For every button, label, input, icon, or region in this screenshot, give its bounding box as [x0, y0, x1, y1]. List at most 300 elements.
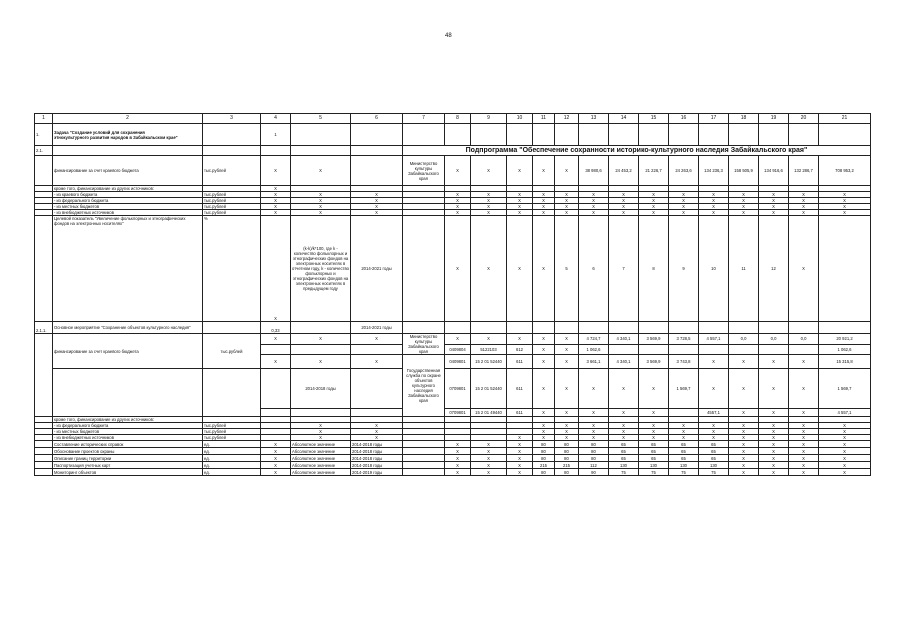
- table-cell: Абсолютное значение: [291, 441, 351, 448]
- table-cell: Х: [471, 441, 507, 448]
- table-cell: 708 953,2: [819, 156, 871, 186]
- column-number: 20: [789, 114, 819, 124]
- table-cell: 90: [579, 469, 609, 476]
- table-cell: [699, 322, 729, 334]
- table-cell: Х: [699, 192, 729, 198]
- table-cell: 80: [555, 441, 579, 448]
- table-cell: Х: [759, 441, 789, 448]
- table-cell: 0,0: [729, 334, 759, 345]
- table-cell: Х: [533, 344, 555, 355]
- table-cell: [261, 409, 291, 417]
- indicator-row: [35, 448, 871, 455]
- table-cell: Х: [471, 210, 507, 216]
- table-cell: Х: [759, 462, 789, 469]
- table-cell: [291, 124, 351, 146]
- table-cell: 20 921,2: [819, 334, 871, 345]
- table-cell: Х: [819, 429, 871, 435]
- table-cell: 4 557,1: [819, 409, 871, 417]
- measure-financing-row: [35, 334, 871, 345]
- page-number: 48: [445, 33, 452, 39]
- table-cell: Х: [789, 455, 819, 462]
- table-cell: тыс.рублей: [203, 435, 261, 441]
- table-cell: [669, 322, 699, 334]
- column-number: 1: [35, 114, 53, 124]
- table-cell: 65: [669, 455, 699, 462]
- table-cell: Х: [261, 455, 291, 462]
- table-cell: [203, 124, 261, 146]
- table-cell: Х: [639, 369, 669, 409]
- formula-cell: (k-k)/k*100, где k - количество фольклорных и этнографических фондов на электронных носителях в отчетном году, k - количество фольклорных и этнографических фондов на электронных носителях в предыдущем году: [291, 216, 351, 322]
- table-cell: 80: [579, 448, 609, 455]
- table-cell: Х: [639, 204, 669, 210]
- table-cell: [35, 441, 53, 448]
- table-cell: 4 557,1: [699, 334, 729, 345]
- table-cell: [729, 344, 759, 355]
- table-cell: Х: [261, 192, 291, 198]
- table-cell: Х: [669, 429, 699, 435]
- table-cell: ед.: [203, 448, 261, 455]
- table-cell: [403, 455, 445, 462]
- table-cell: 5122103: [471, 344, 507, 355]
- table-cell: Х: [555, 192, 579, 198]
- table-cell: Х: [261, 441, 291, 448]
- table-cell: [609, 322, 639, 334]
- table-cell: 65: [609, 441, 639, 448]
- table-cell: Х: [789, 198, 819, 204]
- table-cell: 2014-2019 годы: [351, 469, 403, 476]
- table-cell: Х: [507, 334, 533, 345]
- table-cell: [759, 322, 789, 334]
- table-cell: [351, 409, 403, 417]
- table-cell: Х: [789, 441, 819, 448]
- column-number: 17: [699, 114, 729, 124]
- table-cell: Х: [507, 441, 533, 448]
- table-cell: [53, 369, 203, 417]
- table-cell: Х: [471, 469, 507, 476]
- table-cell: Х: [729, 409, 759, 417]
- table-cell: 65: [669, 441, 699, 448]
- table-cell: [261, 369, 291, 409]
- table-cell: Х: [699, 423, 729, 429]
- table-cell: [403, 216, 445, 322]
- table-cell: Х: [261, 210, 291, 216]
- table-cell: Х: [555, 156, 579, 186]
- table-cell: [445, 124, 471, 146]
- table-cell: Х: [669, 192, 699, 198]
- column-number: 11: [533, 114, 555, 124]
- table-cell: тыс.рублей: [203, 204, 261, 210]
- table-cell: Х: [699, 204, 729, 210]
- table-cell: Х: [533, 198, 555, 204]
- table-cell: [759, 124, 789, 146]
- table-cell: Х: [445, 441, 471, 448]
- table-cell: 24 263,6: [669, 156, 699, 186]
- table-cell: Х: [471, 448, 507, 455]
- table-cell: 15 315,8: [819, 355, 871, 369]
- column-number: 3: [203, 114, 261, 124]
- table-cell: Х: [261, 198, 291, 204]
- table-cell: Х: [789, 448, 819, 455]
- table-cell: Х: [759, 369, 789, 409]
- table-cell: тыс.рублей: [203, 156, 261, 186]
- table-cell: 3 743,8: [669, 355, 699, 369]
- table-cell: [203, 146, 261, 156]
- table-cell: Х: [533, 192, 555, 198]
- table-cell: 611: [507, 369, 533, 409]
- table-cell: Х: [351, 192, 403, 198]
- table-body: [35, 114, 871, 476]
- table-cell: Х: [351, 423, 403, 429]
- table-cell: [403, 462, 445, 469]
- table-cell: Х: [507, 455, 533, 462]
- table-cell: 75: [609, 469, 639, 476]
- table-cell: 75: [669, 469, 699, 476]
- table-cell: Х: [445, 156, 471, 186]
- table-cell: 65: [609, 448, 639, 455]
- table-cell: Х: [759, 210, 789, 216]
- table-cell: 0,0: [759, 334, 789, 345]
- table-cell: 0,0: [789, 334, 819, 345]
- table-cell: Х: [291, 423, 351, 429]
- table-cell: [261, 146, 291, 156]
- table-cell: [471, 322, 507, 334]
- table-cell: Х: [819, 462, 871, 469]
- table-cell: 0709801: [445, 369, 471, 409]
- table-cell: 3 569,9: [639, 334, 669, 345]
- table-cell: - из федерального бюджета: [53, 198, 203, 204]
- table-cell: финансирование за счет краевого бюджета: [53, 156, 203, 186]
- table-cell: [507, 322, 533, 334]
- table-cell: 134 236,3: [699, 156, 729, 186]
- table-cell: Х: [699, 210, 729, 216]
- table-cell: 8: [639, 216, 669, 322]
- table-cell: Х: [555, 204, 579, 210]
- table-cell: 65: [639, 448, 669, 455]
- table-cell: Х: [471, 216, 507, 322]
- table-cell: 3 728,5: [669, 334, 699, 345]
- table-cell: тыс.рублей: [203, 210, 261, 216]
- table-cell: Х: [789, 204, 819, 210]
- table-cell: Х: [609, 409, 639, 417]
- table-cell: Х: [609, 204, 639, 210]
- row-number: 2.1.1.: [35, 322, 53, 334]
- table-cell: 215: [555, 462, 579, 469]
- table-cell: 2014-2018 годы: [351, 455, 403, 462]
- table-cell: Х: [291, 204, 351, 210]
- table-cell: Х: [261, 334, 291, 345]
- table-cell: [699, 344, 729, 355]
- table-cell: Х: [533, 435, 555, 441]
- table-cell: Х: [759, 355, 789, 369]
- table-cell: Х: [729, 429, 759, 435]
- row-number: 2.1.: [35, 146, 53, 156]
- ministry-cell: Министерство культуры Забайкальского края: [403, 334, 445, 355]
- table-cell: Х: [609, 192, 639, 198]
- table-cell: Х: [445, 198, 471, 204]
- table-cell: 4 724,7: [579, 334, 609, 345]
- table-cell: 11: [729, 216, 759, 322]
- column-number: 4: [261, 114, 291, 124]
- table-cell: 75: [639, 469, 669, 476]
- table-cell: [261, 344, 291, 355]
- table-cell: Х: [579, 192, 609, 198]
- subprogram-row: [35, 146, 871, 156]
- measure-financing-row: [35, 369, 871, 409]
- table-cell: Х: [759, 192, 789, 198]
- table-cell: Х: [351, 429, 403, 435]
- table-cell: Х: [507, 469, 533, 476]
- indicator-row: [35, 469, 871, 476]
- header-row: [35, 114, 871, 124]
- table-cell: 2014-2018 годы: [351, 441, 403, 448]
- table-cell: Х: [669, 210, 699, 216]
- table-cell: [35, 469, 53, 476]
- table-cell: Х: [819, 441, 871, 448]
- table-cell: 5: [555, 216, 579, 322]
- table-cell: Х: [819, 210, 871, 216]
- table-cell: 112: [579, 462, 609, 469]
- table-cell: [35, 156, 53, 186]
- table-cell: Х: [669, 198, 699, 204]
- table-cell: Х: [609, 210, 639, 216]
- table-cell: 132 286,7: [789, 156, 819, 186]
- table-cell: Х: [351, 355, 403, 369]
- table-cell: 80: [533, 469, 555, 476]
- table-cell: Х: [639, 210, 669, 216]
- table-cell: 38 980,6: [579, 156, 609, 186]
- table-cell: [403, 124, 445, 146]
- table-cell: [579, 322, 609, 334]
- table-cell: Х: [819, 455, 871, 462]
- table-cell: Х: [291, 156, 351, 186]
- table-cell: финансирование за счет краевого бюджета: [53, 334, 203, 369]
- table-cell: 65: [699, 455, 729, 462]
- task-label: Задача "Создание условий для сохранения этнокультурного развития народов в Забайкальском крае": [53, 124, 203, 146]
- table-cell: 80: [579, 455, 609, 462]
- table-cell: Х: [555, 429, 579, 435]
- table-cell: [555, 124, 579, 146]
- table-cell: Х: [699, 198, 729, 204]
- table-cell: Х: [471, 462, 507, 469]
- table-cell: Х: [579, 409, 609, 417]
- table-cell: 1: [261, 124, 291, 146]
- table-cell: [533, 322, 555, 334]
- table-cell: [699, 124, 729, 146]
- table-cell: Х: [533, 156, 555, 186]
- table-cell: 0409801: [445, 355, 471, 369]
- table-cell: 612: [507, 344, 533, 355]
- table-cell: Х: [291, 192, 351, 198]
- table-cell: Х: [533, 334, 555, 345]
- table-cell: - из местных бюджетов: [53, 204, 203, 210]
- measure-label: Основное мероприятие "Сохранение объектов культурного наследия": [53, 322, 203, 334]
- table-cell: - из внебюджетных источников: [53, 435, 203, 441]
- table-cell: Х: [445, 448, 471, 455]
- column-number: 13: [579, 114, 609, 124]
- table-cell: [471, 124, 507, 146]
- table-cell: Х: [291, 210, 351, 216]
- table-cell: [729, 322, 759, 334]
- table-cell: Х: [533, 409, 555, 417]
- table-cell: - из краевого бюджета: [53, 192, 203, 198]
- table-cell: Х: [533, 216, 555, 322]
- table-cell: [579, 124, 609, 146]
- indicator-row: [35, 455, 871, 462]
- table-cell: Х: [759, 409, 789, 417]
- table-cell: 65: [639, 455, 669, 462]
- table-cell: 80: [533, 455, 555, 462]
- table-cell: Х: [555, 198, 579, 204]
- table-cell: Х: [729, 448, 759, 455]
- table-cell: 1 062,6: [579, 344, 609, 355]
- table-cell: [203, 322, 261, 334]
- table-cell: Х: [507, 210, 533, 216]
- indicator-label: Описание границ территории: [53, 455, 203, 462]
- table-cell: Х: [729, 210, 759, 216]
- table-cell: Х: [609, 435, 639, 441]
- table-cell: [533, 124, 555, 146]
- table-cell: Х: [759, 429, 789, 435]
- table-cell: [507, 124, 533, 146]
- table-cell: Х: [579, 423, 609, 429]
- table-cell: 0,33: [261, 322, 291, 334]
- table-cell: 10: [699, 216, 729, 322]
- table-cell: Х: [819, 423, 871, 429]
- table-cell: Х: [507, 156, 533, 186]
- table-cell: 24 453,2: [609, 156, 639, 186]
- table-cell: 15 2 01 52440: [471, 369, 507, 409]
- table-cell: Х: [261, 469, 291, 476]
- table-cell: Х: [445, 455, 471, 462]
- table-cell: Х: [291, 198, 351, 204]
- table-cell: Х: [351, 198, 403, 204]
- table-cell: Х: [639, 435, 669, 441]
- table-cell: Х: [729, 469, 759, 476]
- table-cell: Х: [351, 334, 403, 345]
- table-cell: 12: [759, 216, 789, 322]
- table-cell: [789, 322, 819, 334]
- table-cell: 130: [699, 462, 729, 469]
- table-cell: Х: [759, 198, 789, 204]
- table-cell: [35, 448, 53, 455]
- table-cell: ед.: [203, 469, 261, 476]
- table-cell: ед.: [203, 455, 261, 462]
- table-cell: Х: [445, 334, 471, 345]
- table-cell: [35, 216, 53, 322]
- table-cell: Х: [555, 409, 579, 417]
- column-number: 8: [445, 114, 471, 124]
- table-cell: Х: [789, 355, 819, 369]
- table-cell: Абсолютное значение: [291, 448, 351, 455]
- table-cell: [819, 322, 871, 334]
- table-cell: [351, 369, 403, 409]
- table-cell: Х: [471, 204, 507, 210]
- table-cell: 158 505,9: [729, 156, 759, 186]
- table-cell: 80: [555, 469, 579, 476]
- table-cell: [609, 344, 639, 355]
- table-cell: Х: [759, 204, 789, 210]
- table-cell: [403, 448, 445, 455]
- column-number: 5: [291, 114, 351, 124]
- table-cell: Х: [639, 198, 669, 204]
- table-cell: Х: [291, 435, 351, 441]
- column-number: 21: [819, 114, 871, 124]
- table-cell: [639, 124, 669, 146]
- indicator-row: [35, 441, 871, 448]
- table-cell: Х: [507, 192, 533, 198]
- table-cell: Х: [507, 462, 533, 469]
- table-cell: 2014-2018 годы: [291, 369, 351, 409]
- table-cell: [609, 124, 639, 146]
- table-cell: Х: [507, 216, 533, 322]
- table-cell: Х: [759, 423, 789, 429]
- table-cell: 15 2 01 52440: [471, 355, 507, 369]
- table-cell: тыс.рублей: [203, 429, 261, 435]
- table-cell: Х: [579, 198, 609, 204]
- table-cell: Х: [579, 429, 609, 435]
- table-cell: Х: [729, 369, 759, 409]
- table-cell: Х: [699, 355, 729, 369]
- table-cell: Х: [759, 448, 789, 455]
- table-cell: Х: [789, 469, 819, 476]
- table-cell: Х: [729, 355, 759, 369]
- table-cell: Х: [555, 355, 579, 369]
- table-cell: 1 569,7: [669, 369, 699, 409]
- table-cell: Х: [507, 435, 533, 441]
- table-cell: тыс.рублей: [203, 334, 261, 369]
- table-cell: Х: [699, 369, 729, 409]
- table-cell: ед.: [203, 441, 261, 448]
- table-cell: Х: [555, 334, 579, 345]
- table-cell: 65: [609, 455, 639, 462]
- table-cell: Х: [261, 448, 291, 455]
- table-cell: [669, 124, 699, 146]
- table-cell: Х: [261, 186, 291, 192]
- table-cell: Х: [669, 435, 699, 441]
- table-cell: Х: [729, 441, 759, 448]
- table-cell: Х: [533, 369, 555, 409]
- table-cell: [35, 455, 53, 462]
- table-cell: Х: [291, 334, 351, 345]
- column-number: 16: [669, 114, 699, 124]
- table-cell: Х: [699, 435, 729, 441]
- table-cell: Х: [789, 210, 819, 216]
- table-cell: Х: [729, 198, 759, 204]
- financing-row: [35, 156, 871, 186]
- table-cell: 130: [669, 462, 699, 469]
- table-cell: Х: [639, 423, 669, 429]
- table-cell: Х: [351, 435, 403, 441]
- table-cell: Абсолютное значение: [291, 455, 351, 462]
- table-cell: 130: [639, 462, 669, 469]
- table-cell: Х: [555, 369, 579, 409]
- table-cell: Х: [533, 210, 555, 216]
- table-cell: 65: [669, 448, 699, 455]
- column-number: 18: [729, 114, 759, 124]
- table-cell: [669, 344, 699, 355]
- table-cell: 130: [609, 462, 639, 469]
- table-cell: 4 340,1: [609, 355, 639, 369]
- table-cell: Х: [759, 469, 789, 476]
- table-cell: Х: [445, 462, 471, 469]
- table-cell: 80: [533, 441, 555, 448]
- table-cell: 21 226,7: [639, 156, 669, 186]
- table-cell: Абсолютное значение: [291, 469, 351, 476]
- table-cell: Х: [555, 435, 579, 441]
- table-cell: Х: [533, 423, 555, 429]
- table-cell: Х: [471, 198, 507, 204]
- table-cell: Х: [789, 369, 819, 409]
